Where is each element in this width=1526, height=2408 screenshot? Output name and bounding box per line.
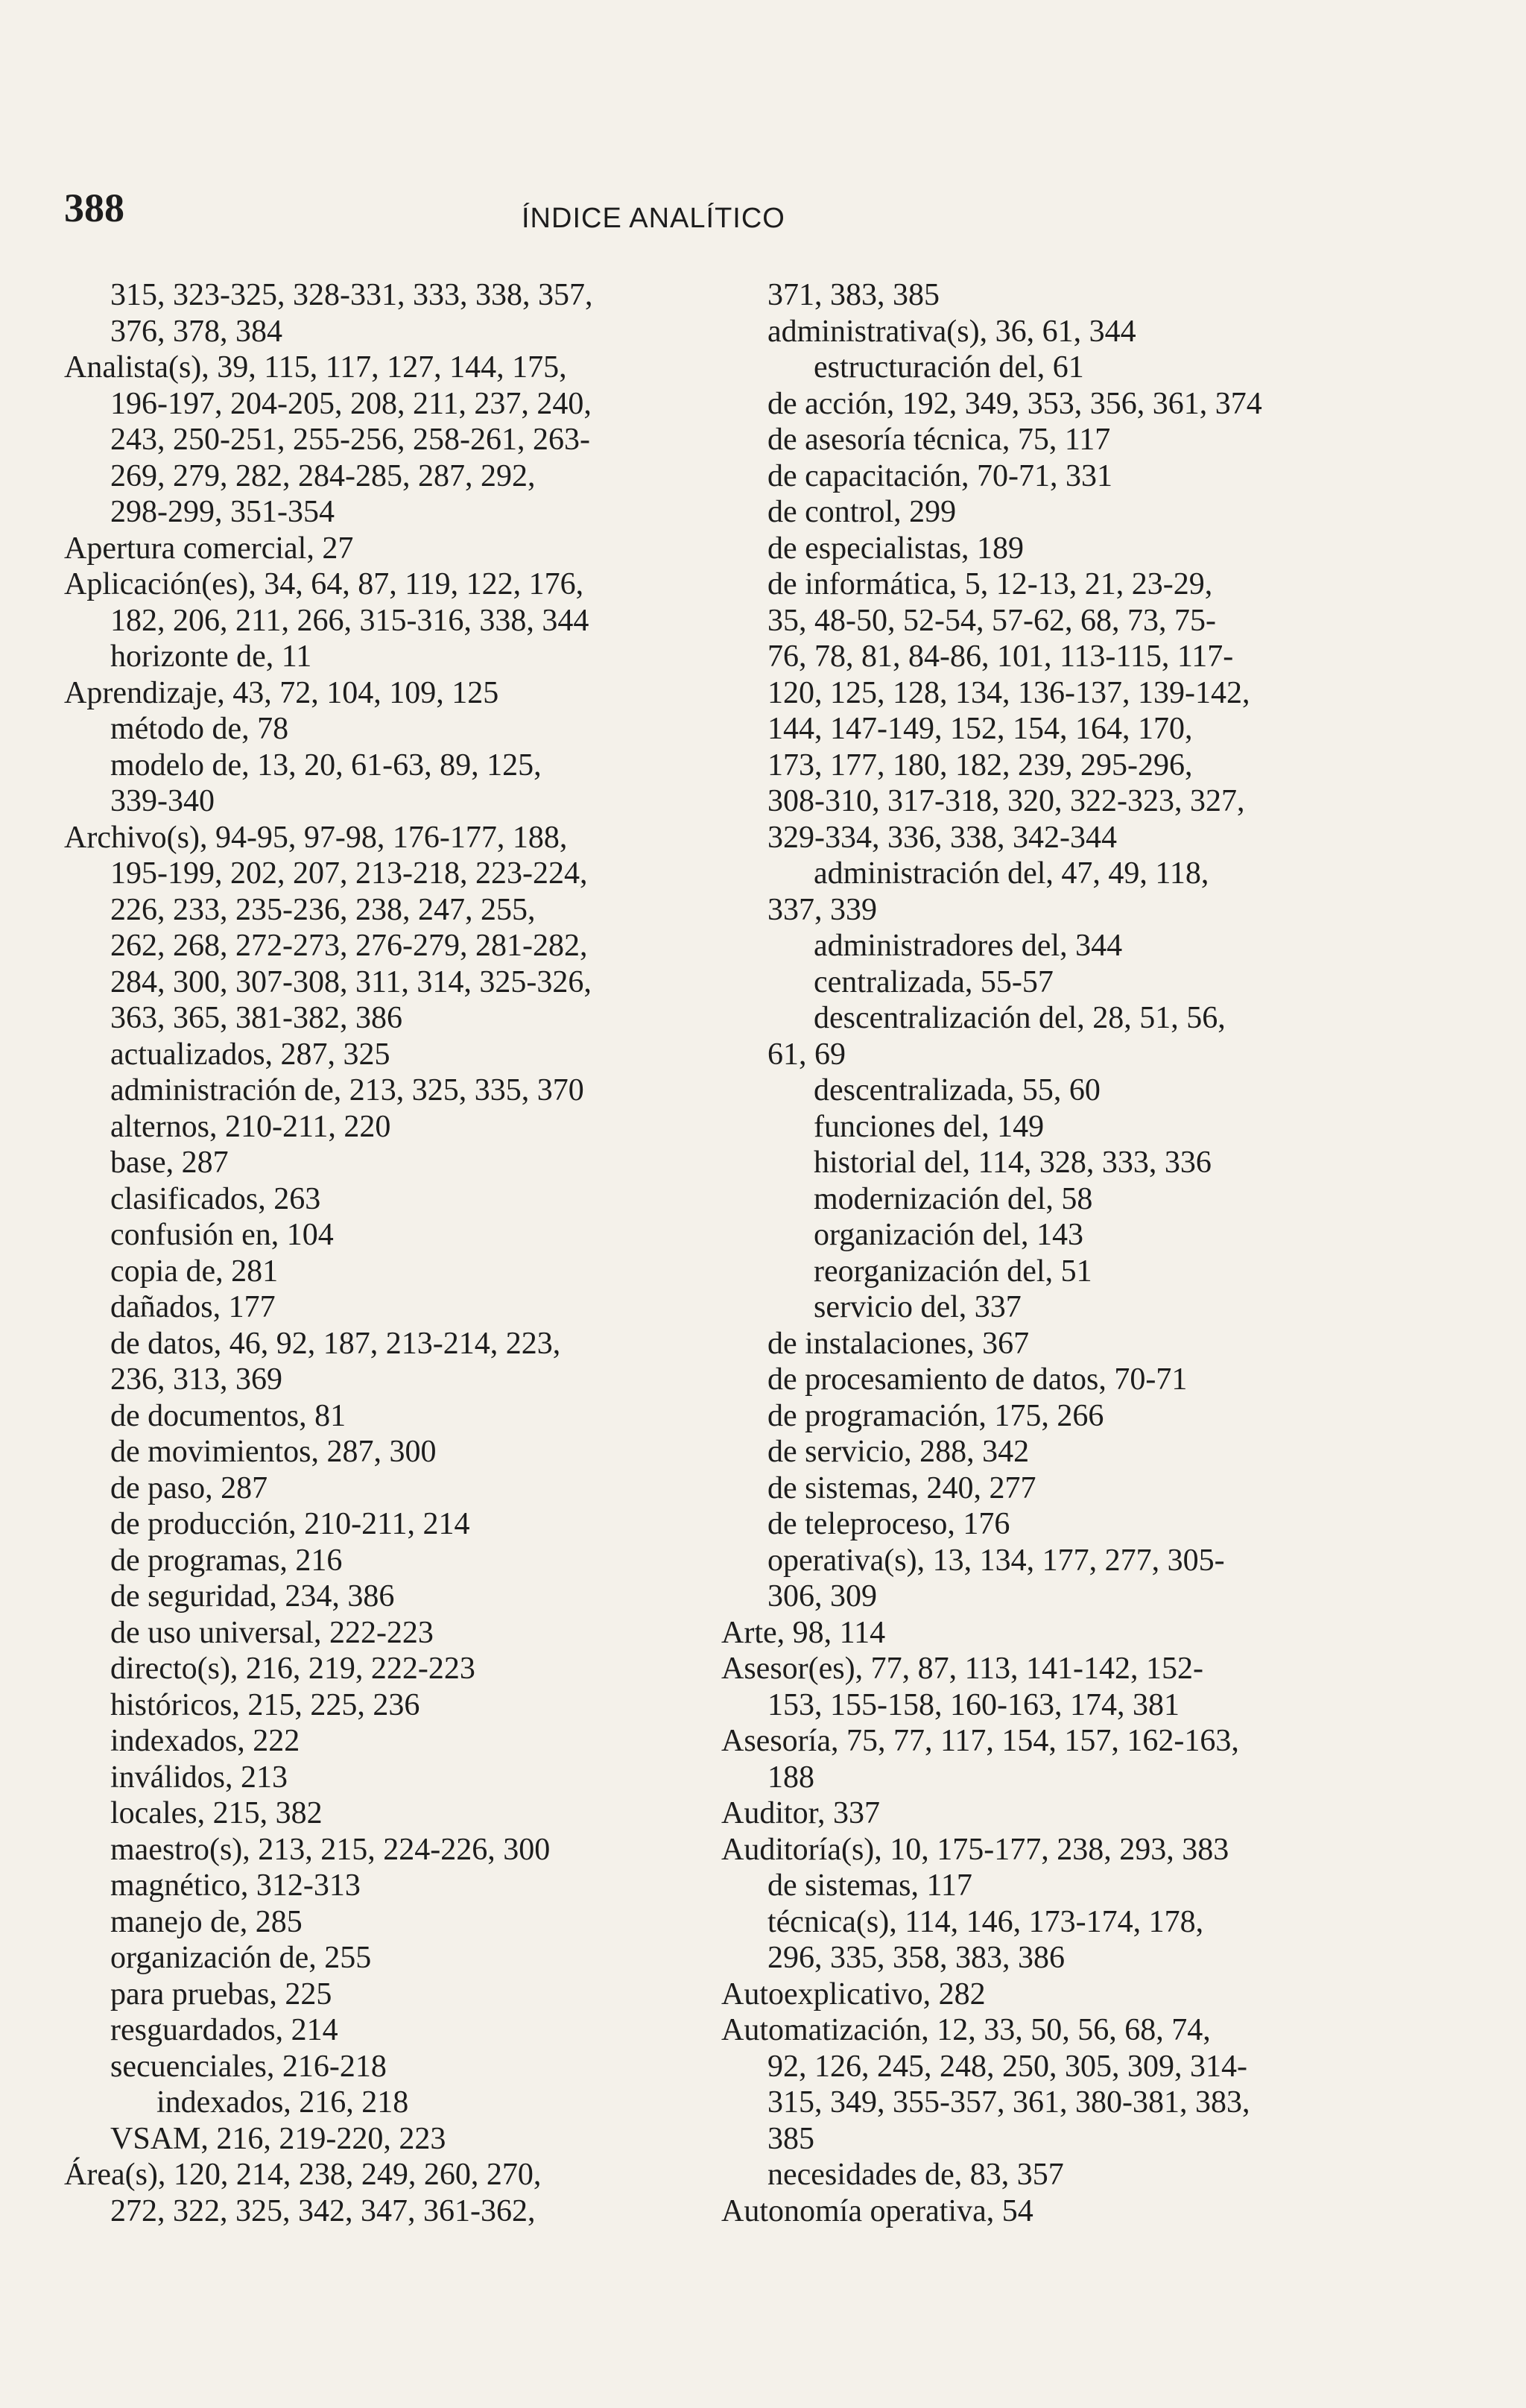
index-entry: 363, 365, 381-382, 386 [110, 1001, 402, 1035]
index-entry: de movimientos, 287, 300 [110, 1435, 437, 1469]
index-entry: centralizada, 55-57 [814, 964, 1054, 999]
index-entry: de control, 299 [767, 495, 957, 529]
index-entry: de acción, 192, 349, 353, 356, 361, 374 [767, 386, 1262, 421]
index-entry: 385 [767, 2121, 814, 2156]
index-entry: Apertura comercial, 27 [64, 531, 354, 566]
index-entry: VSAM, 216, 219-220, 223 [110, 2121, 446, 2156]
index-entry: administración del, 47, 49, 118, [814, 856, 1209, 891]
index-entry: historial del, 114, 328, 333, 336 [814, 1145, 1212, 1180]
index-entry: estructuración del, 61 [814, 350, 1084, 385]
index-entry: Aprendizaje, 43, 72, 104, 109, 125 [64, 675, 499, 710]
index-entry: organización de, 255 [110, 1941, 372, 1975]
index-entry: 173, 177, 180, 182, 239, 295-296, [767, 748, 1193, 783]
index-entry: 306, 309 [767, 1579, 877, 1614]
index-entry: 182, 206, 211, 266, 315-316, 338, 344 [110, 603, 589, 638]
index-entry: Autonomía operativa, 54 [721, 2193, 1033, 2228]
index-entry: Archivo(s), 94-95, 97-98, 176-177, 188, [64, 820, 568, 855]
index-entry: funciones del, 149 [814, 1109, 1045, 1144]
index-entry: confusión en, 104 [110, 1218, 334, 1252]
index-entry: 61, 69 [767, 1037, 846, 1072]
index-entry: de especialistas, 189 [767, 531, 1025, 566]
index-entry: Automatización, 12, 33, 50, 56, 68, 74, [721, 2013, 1211, 2047]
index-entry: dañados, 177 [110, 1290, 276, 1324]
index-entry: 243, 250-251, 255-256, 258-261, 263- [110, 423, 590, 457]
index-entry: reorganización del, 51 [814, 1254, 1092, 1289]
index-entry: 298-299, 351-354 [110, 495, 335, 529]
index-entry: de producción, 210-211, 214 [110, 1507, 470, 1541]
index-entry: para pruebas, 225 [110, 1976, 332, 2012]
index-entry: copia de, 281 [110, 1254, 279, 1289]
index-entry: de datos, 46, 92, 187, 213-214, 223, [110, 1326, 561, 1361]
index-entry: 195-199, 202, 207, 213-218, 223-224, [110, 856, 588, 891]
index-entry: alternos, 210-211, 220 [110, 1109, 391, 1144]
index-entry: 226, 233, 235-236, 238, 247, 255, [110, 892, 536, 927]
index-entry: de teleproceso, 176 [767, 1507, 1010, 1541]
index-entry: de sistemas, 240, 277 [767, 1470, 1036, 1505]
index-entry: modernización del, 58 [814, 1181, 1093, 1216]
index-entry: Auditor, 337 [721, 1796, 880, 1830]
index-entry: 236, 313, 369 [110, 1362, 282, 1397]
index-entry: necesidades de, 83, 357 [767, 2158, 1064, 2192]
index-entry: locales, 215, 382 [110, 1796, 323, 1830]
index-entry: de programas, 216 [110, 1543, 343, 1578]
index-entry: directo(s), 216, 219, 222-223 [110, 1652, 475, 1686]
index-entry: de instalaciones, 367 [767, 1326, 1030, 1361]
index-entry: de informática, 5, 12-13, 21, 23-29, [767, 567, 1213, 601]
index-entry: descentralización del, 28, 51, 56, [814, 1001, 1226, 1035]
index-entry: de programación, 175, 266 [767, 1398, 1104, 1433]
index-column-right [721, 277, 1466, 2229]
index-entry: 376, 378, 384 [110, 314, 282, 349]
index-entry: 188 [767, 1760, 814, 1795]
index-entry: descentralizada, 55, 60 [814, 1073, 1101, 1107]
index-entry: clasificados, 263 [110, 1181, 321, 1216]
index-entry: 315, 349, 355-357, 361, 380-381, 383, [767, 2085, 1250, 2120]
index-entry: maestro(s), 213, 215, 224-226, 300 [110, 1832, 551, 1867]
index-entry: 284, 300, 307-308, 311, 314, 325-326, [110, 964, 592, 999]
index-entry: 35, 48-50, 52-54, 57-62, 68, 73, 75- [767, 603, 1216, 638]
index-entry: históricos, 215, 225, 236 [110, 1687, 420, 1722]
index-entry: 153, 155-158, 160-163, 174, 381 [767, 1687, 1180, 1722]
index-entry: horizonte de, 11 [110, 639, 312, 674]
index-entry: servicio del, 337 [814, 1290, 1022, 1324]
index-entry: 315, 323-325, 328-331, 333, 338, 357, [110, 278, 593, 312]
index-entry: Arte, 98, 114 [721, 1615, 886, 1650]
index-entry: de paso, 287 [110, 1470, 268, 1505]
page-number: 388 [64, 186, 124, 230]
index-entry: de procesamiento de datos, 70-71 [767, 1362, 1188, 1397]
index-entry: 76, 78, 81, 84-86, 101, 113-115, 117- [767, 639, 1234, 674]
index-entry: Aplicación(es), 34, 64, 87, 119, 122, 176, [64, 567, 584, 601]
index-entry: Autoexplicativo, 282 [721, 1976, 986, 2012]
index-entry: 269, 279, 282, 284-285, 287, 292, [110, 458, 536, 493]
index-entry: base, 287 [110, 1145, 229, 1180]
index-entry: indexados, 222 [110, 1724, 300, 1758]
index-entry: resguardados, 214 [110, 2013, 338, 2047]
index-entry: Auditoría(s), 10, 175-177, 238, 293, 383 [721, 1832, 1229, 1867]
index-entry: Asesoría, 75, 77, 117, 154, 157, 162-163, [721, 1724, 1239, 1758]
index-entry: de capacitación, 70-71, 331 [767, 458, 1112, 493]
index-entry: 272, 322, 325, 342, 347, 361-362, [110, 2193, 536, 2228]
index-entry: de asesoría técnica, 75, 117 [767, 423, 1111, 457]
index-entry: de servicio, 288, 342 [767, 1435, 1030, 1469]
index-entry: Asesor(es), 77, 87, 113, 141-142, 152- [721, 1652, 1204, 1686]
index-entry: inválidos, 213 [110, 1760, 288, 1795]
index-entry: de uso universal, 222-223 [110, 1615, 434, 1650]
index-entry: actualizados, 287, 325 [110, 1037, 390, 1072]
index-entry: secuenciales, 216-218 [110, 2049, 387, 2084]
index-entry: de seguridad, 234, 386 [110, 1579, 395, 1614]
index-entry: 296, 335, 358, 383, 386 [767, 1941, 1065, 1975]
index-entry: 120, 125, 128, 134, 136-137, 139-142, [767, 675, 1250, 710]
index-entry: indexados, 216, 218 [156, 2085, 409, 2120]
index-entry: 329-334, 336, 338, 342-344 [767, 820, 1117, 855]
index-entry: magnético, 312-313 [110, 1868, 361, 1903]
index-entry: técnica(s), 114, 146, 173-174, 178, [767, 1904, 1204, 1939]
index-entry: de sistemas, 117 [767, 1868, 972, 1903]
index-entry: administrativa(s), 36, 61, 344 [767, 314, 1136, 349]
index-entry: administradores del, 344 [814, 929, 1123, 963]
index-entry: 92, 126, 245, 248, 250, 305, 309, 314- [767, 2049, 1247, 2084]
index-entry: 339-340 [110, 784, 215, 818]
index-entry: 308-310, 317-318, 320, 322-323, 327, [767, 784, 1245, 818]
index-entry: 337, 339 [767, 892, 877, 927]
index-entry: manejo de, 285 [110, 1904, 303, 1939]
index-entry: 144, 147-149, 152, 154, 164, 170, [767, 712, 1193, 746]
index-column-left [64, 277, 712, 2229]
index-entry: organización del, 143 [814, 1218, 1083, 1252]
index-entry: Analista(s), 39, 115, 117, 127, 144, 175, [64, 350, 567, 385]
index-entry: 196-197, 204-205, 208, 211, 237, 240, [110, 386, 592, 421]
index-entry: 262, 268, 272-273, 276-279, 281-282, [110, 929, 588, 963]
index-entry: operativa(s), 13, 134, 177, 277, 305- [767, 1543, 1225, 1578]
index-entry: Área(s), 120, 214, 238, 249, 260, 270, [64, 2158, 542, 2192]
index-entry: modelo de, 13, 20, 61-63, 89, 125, [110, 748, 542, 783]
index-entry: administración de, 213, 325, 335, 370 [110, 1073, 584, 1107]
index-entry: 371, 383, 385 [767, 278, 940, 312]
index-entry: de documentos, 81 [110, 1398, 346, 1433]
index-entry: método de, 78 [110, 712, 289, 746]
running-head: ÍNDICE ANALÍTICO [522, 203, 785, 234]
